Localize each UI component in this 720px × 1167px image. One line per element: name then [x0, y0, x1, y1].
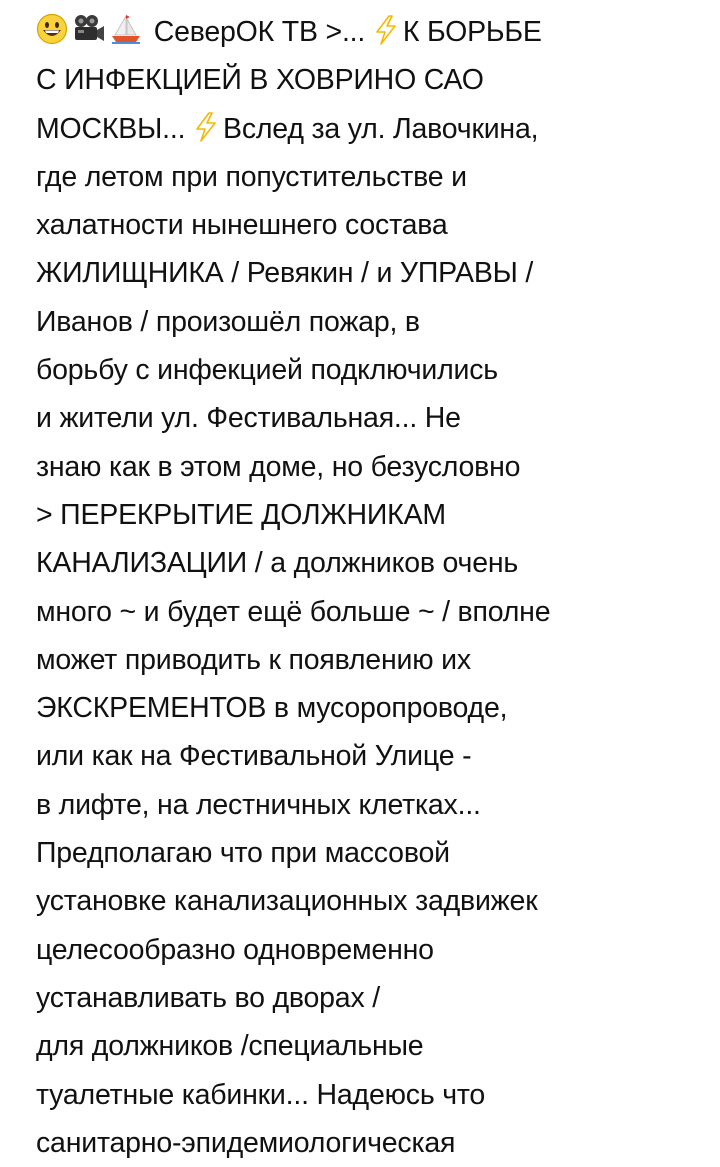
post-line-21: устанавливать во дворах /	[36, 981, 380, 1014]
lightning-bolt-icon	[375, 15, 397, 45]
post-line-8: борьбу с инфекцией подключились	[36, 354, 498, 387]
post-line-10: знаю как в этом доме, но безусловно	[36, 450, 521, 483]
post-line-16: или как на Фестивальной Улице -	[36, 740, 472, 773]
headline-end: МОСКВЫ...	[36, 112, 186, 145]
post-line-6: ЖИЛИЩНИКА / Ревякин / и УПРАВЫ /	[36, 257, 534, 290]
post-line-18: Предполагаю что при массовой	[36, 837, 450, 870]
post-line-7: Иванов / произошёл пожар, в	[36, 305, 420, 338]
movie-camera-emoji-icon	[72, 13, 106, 45]
post-line-11: > ПЕРЕКРЫТИЕ ДОЛЖНИКАМ	[36, 498, 446, 531]
post-line-13: много ~ и будет ещё больше ~ / вполне	[36, 595, 551, 628]
post-line-23: туалетные кабинки... Надеюсь что	[36, 1078, 486, 1111]
channel-name: СеверОК ТВ >...	[153, 16, 366, 48]
post-line-3	[36, 105, 706, 153]
post-line-19: установке канализационных задвижек	[36, 885, 538, 918]
headline-start: К БОРЬБЕ	[402, 16, 542, 48]
post-line-20: целесообразно одновременно	[36, 933, 434, 966]
post-line-12: КАНАЛИЗАЦИИ / а должников очень	[36, 547, 519, 580]
post-line-5: халатности нынешнего состава	[36, 209, 448, 242]
post-line-17: в лифте, на лестничных клетках...	[36, 788, 481, 821]
post-line-1	[36, 8, 706, 56]
post-line-14: может приводить к появлению их	[36, 643, 471, 676]
post-line-22: для должников /специальные	[36, 1030, 424, 1063]
grinning-face-emoji-icon	[36, 13, 68, 45]
post-line-4: где летом при попустительстве и	[36, 160, 467, 193]
sailboat-emoji-icon	[110, 13, 142, 45]
body-start: Вслед за ул. Лавочкина,	[223, 112, 539, 145]
post-text	[36, 8, 706, 1167]
post-line-9: и жители ул. Фестивальная... Не	[36, 402, 461, 435]
post-line-24: санитарно-эпидемиологическая	[36, 1126, 456, 1159]
post-line-15: ЭКСКРЕМЕНТОВ в мусоропроводе,	[36, 692, 508, 725]
lightning-bolt-icon	[195, 112, 217, 142]
post-line-2: С ИНФЕКЦИЕЙ В ХОВРИНО САО	[36, 64, 484, 97]
